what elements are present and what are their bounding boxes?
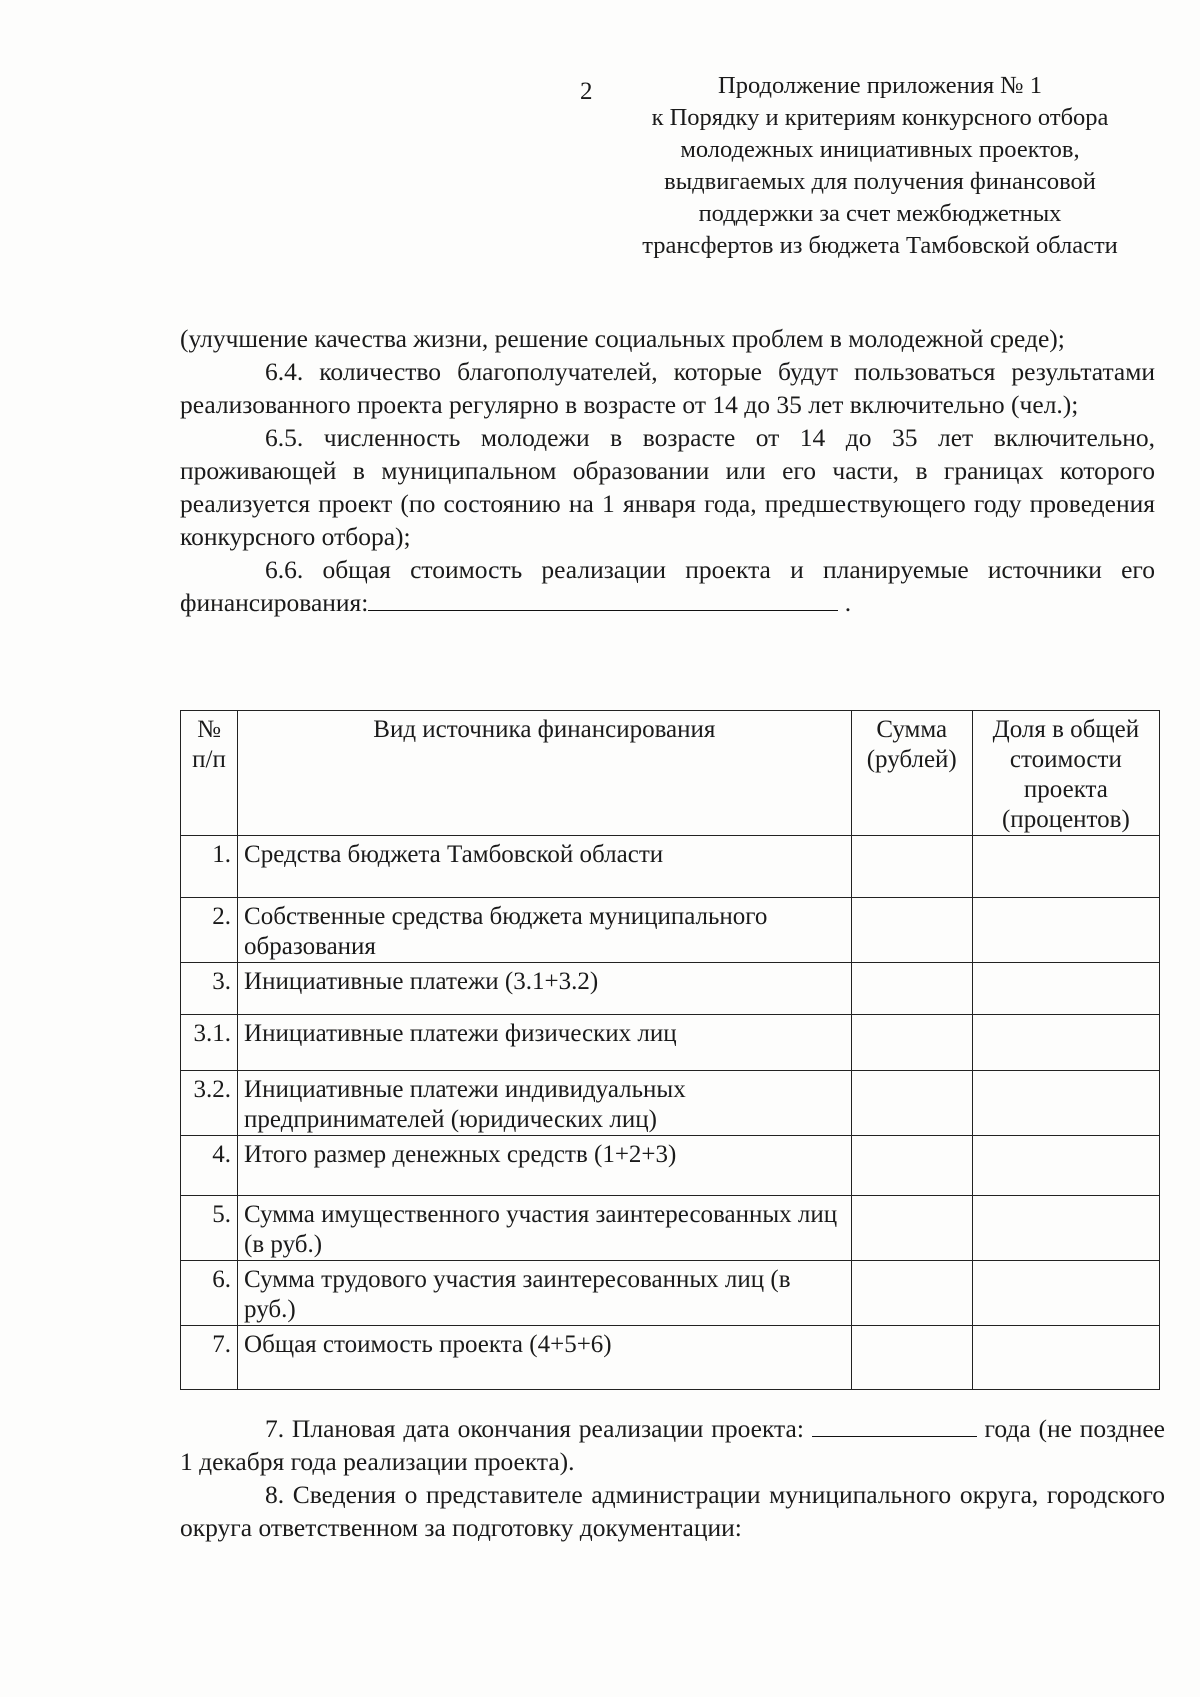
table-row — [181, 1196, 1160, 1261]
financing-blank-line[interactable] — [368, 588, 838, 611]
row-num: 6. — [181, 1261, 238, 1326]
table-row — [181, 963, 1160, 1015]
paragraph-6-6-text: 6.6. общая стоимость реализации проекта и планируемые источники его финансирования: — [180, 555, 1155, 617]
row-sum-cell[interactable] — [851, 1326, 972, 1390]
row-sum-cell[interactable] — [851, 1071, 972, 1136]
row-num: 4. — [181, 1136, 238, 1196]
row-share-cell[interactable] — [972, 1196, 1159, 1261]
row-sum-cell[interactable] — [851, 836, 972, 898]
header-line: к Порядку и критериям конкурсного отбора — [651, 104, 1109, 131]
header-line: Продолжение приложения № 1 — [718, 72, 1042, 99]
row-name: Общая стоимость проекта (4+5+6) — [238, 1326, 852, 1390]
row-sum-cell[interactable] — [851, 1015, 972, 1071]
row-sum-cell[interactable] — [851, 1196, 972, 1261]
row-num: 3.1. — [181, 1015, 238, 1071]
row-share-cell[interactable] — [972, 898, 1159, 963]
row-share-cell[interactable] — [972, 1326, 1159, 1390]
paragraph-6-5: 6.5. численность молодежи в возрасте от 14 до 35 лет включительно, проживающей в муниципальном образовании или его части, в границах которого реализуется проект (по состоянию на 1 января года, предшествующего году проведения конкурсного отбора); — [180, 423, 1155, 551]
bottom-text — [180, 1412, 1165, 1544]
row-share-cell[interactable] — [972, 963, 1159, 1015]
row-name: Сумма трудового участия заинтересованных лиц (в руб.) — [238, 1261, 852, 1326]
paragraph-continued: (улучшение качества жизни, решение социальных проблем в молодежной среде); — [180, 324, 1065, 353]
header-line: поддержки за счет межбюджетных — [698, 200, 1062, 227]
date-blank-line[interactable] — [812, 1414, 977, 1437]
row-name: Инициативные платежи физических лиц — [238, 1015, 852, 1071]
row-num: 3.2. — [181, 1071, 238, 1136]
row-num: 3. — [181, 963, 238, 1015]
row-name: Собственные средства бюджета муниципального образования — [238, 898, 852, 963]
row-num: 7. — [181, 1326, 238, 1390]
page-number: 2 — [580, 78, 593, 105]
header-sum: Сумма (рублей) — [851, 711, 972, 836]
row-name: Инициативные платежи индивидуальных предпринимателей (юридических лиц) — [238, 1071, 852, 1136]
row-name: Средства бюджета Тамбовской области — [238, 836, 852, 898]
row-sum-cell[interactable] — [851, 963, 972, 1015]
appendix-header — [600, 70, 1160, 262]
row-num: 1. — [181, 836, 238, 898]
header-line: молодежных инициативных проектов, — [680, 136, 1080, 163]
table-header-row — [181, 711, 1160, 836]
row-name: Сумма имущественного участия заинтересованных лиц (в руб.) — [238, 1196, 852, 1261]
paragraph-8: 8. Сведения о представителе администрации муниципального округа, городского округа ответственном за подготовку документации: — [180, 1480, 1165, 1542]
financing-table — [180, 710, 1160, 1390]
row-sum-cell[interactable] — [851, 1261, 972, 1326]
header-line: трансфертов из бюджета Тамбовской области — [642, 232, 1118, 259]
table-row — [181, 1261, 1160, 1326]
row-share-cell[interactable] — [972, 1015, 1159, 1071]
header-num: № п/п — [181, 711, 238, 836]
row-share-cell[interactable] — [972, 836, 1159, 898]
table-row — [181, 1326, 1160, 1390]
row-num: 5. — [181, 1196, 238, 1261]
header-line: выдвигаемых для получения финансовой — [664, 168, 1096, 195]
paragraph-6-6-end: . — [844, 588, 852, 617]
table-row — [181, 1015, 1160, 1071]
paragraph-6-6 — [180, 553, 1155, 619]
row-share-cell[interactable] — [972, 1261, 1159, 1326]
row-name: Инициативные платежи (3.1+3.2) — [238, 963, 852, 1015]
row-name: Итого размер денежных средств (1+2+3) — [238, 1136, 852, 1196]
table-row — [181, 898, 1160, 963]
paragraph-7-start: 7. Плановая дата окончания реализации проекта: — [265, 1414, 804, 1443]
header-share: Доля в общей стоимости проекта (процентов) — [972, 711, 1159, 836]
table-row — [181, 836, 1160, 898]
table-row — [181, 1071, 1160, 1136]
paragraph-6-4: 6.4. количество благополучателей, которые будут пользоваться результатами реализованного проекта регулярно в возрасте от 14 до 35 лет включительно (чел.); — [180, 357, 1155, 419]
header-source: Вид источника финансирования — [238, 711, 852, 836]
paragraph-7 — [180, 1412, 1165, 1478]
row-num: 2. — [181, 898, 238, 963]
row-share-cell[interactable] — [972, 1136, 1159, 1196]
row-share-cell[interactable] — [972, 1071, 1159, 1136]
table-row — [181, 1136, 1160, 1196]
paragraph-7-end: года (не позднее 1 декабря года реализации проекта). — [180, 1414, 1166, 1476]
row-sum-cell[interactable] — [851, 1136, 972, 1196]
body-text — [180, 322, 1155, 619]
row-sum-cell[interactable] — [851, 898, 972, 963]
